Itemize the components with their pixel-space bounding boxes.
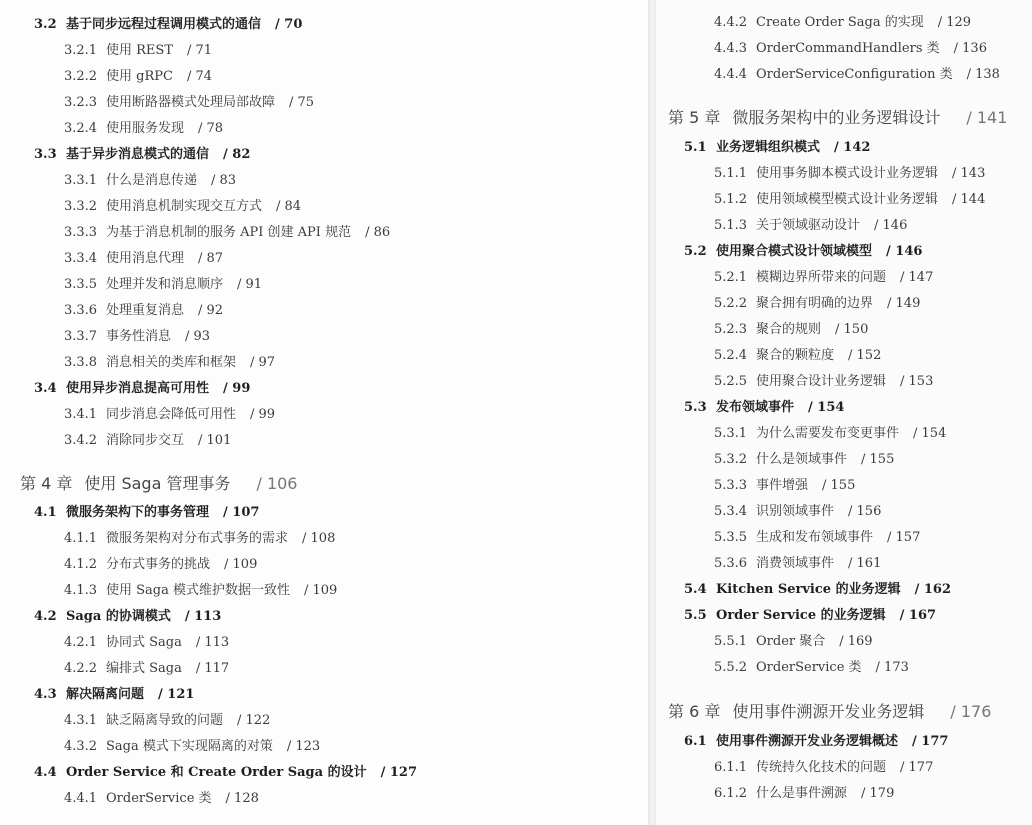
toc-title: 使用 gRPC bbox=[106, 69, 173, 84]
toc-number: 第 5 章 bbox=[668, 108, 721, 127]
toc-page-number: / 141 bbox=[966, 108, 1008, 127]
toc-page-number: / 156 bbox=[848, 504, 882, 519]
toc-page-number: / 176 bbox=[950, 702, 992, 721]
toc-subsection-entry bbox=[714, 761, 933, 774]
toc-subsection-entry bbox=[64, 434, 231, 447]
toc-page-number: / 87 bbox=[198, 251, 224, 266]
toc-number: 4.2.1 bbox=[64, 635, 98, 650]
toc-page-number: / 117 bbox=[195, 661, 230, 676]
toc-title: 使用领域模型模式设计业务逻辑 bbox=[756, 192, 939, 207]
toc-number: 5.2.4 bbox=[714, 348, 748, 363]
toc-page-number: / 173 bbox=[875, 660, 909, 675]
toc-page-number: / 99 bbox=[223, 381, 251, 396]
toc-subsection-entry bbox=[64, 584, 337, 597]
toc-page-number: / 129 bbox=[937, 15, 972, 30]
toc-title: 消费领域事件 bbox=[756, 556, 835, 571]
toc-subsection-entry bbox=[64, 792, 259, 805]
toc-number: 4.4.1 bbox=[64, 791, 98, 806]
toc-page-number: / 177 bbox=[912, 734, 949, 749]
toc-title: 为基于消息机制的服务 API 创建 API 规范 bbox=[106, 225, 352, 240]
toc-number: 5.3.2 bbox=[714, 452, 748, 467]
toc-title: 微服务架构中的业务逻辑设计 bbox=[732, 108, 941, 127]
toc-subsection-entry bbox=[64, 252, 223, 265]
toc-page-number: / 152 bbox=[848, 348, 882, 363]
toc-page-number: / 109 bbox=[224, 557, 258, 572]
toc-title: 使用 Saga 模式维护数据一致性 bbox=[106, 583, 290, 598]
toc-number: 3.3.5 bbox=[64, 277, 98, 292]
toc-number: 5.2.2 bbox=[714, 296, 748, 311]
toc-page-number: / 149 bbox=[887, 296, 921, 311]
toc-page-number: / 70 bbox=[275, 17, 303, 32]
toc-page-number: / 113 bbox=[195, 635, 230, 650]
toc-page-number: / 86 bbox=[365, 225, 391, 240]
toc-page-number: / 136 bbox=[953, 41, 987, 56]
toc-title: 什么是事件溯源 bbox=[756, 786, 848, 801]
toc-number: 3.3.2 bbox=[64, 199, 98, 214]
toc-number: 3.4.2 bbox=[64, 433, 98, 448]
toc-title: 为什么需要发布变更事件 bbox=[756, 426, 900, 441]
toc-title: 使用 Saga 管理事务 bbox=[84, 474, 231, 493]
toc-page-number: / 93 bbox=[185, 329, 211, 344]
toc-subsection-entry bbox=[714, 271, 933, 284]
toc-subsection-entry bbox=[714, 479, 855, 492]
toc-section-entry bbox=[34, 688, 194, 701]
toc-title: 发布领域事件 bbox=[716, 400, 795, 415]
toc-page-number: / 74 bbox=[186, 69, 212, 84]
toc-chapter-entry bbox=[668, 704, 991, 720]
toc-subsection-entry bbox=[64, 740, 320, 753]
toc-number: 3.2 bbox=[34, 17, 57, 32]
toc-section-entry bbox=[34, 382, 250, 395]
toc-subsection-entry bbox=[64, 226, 390, 239]
toc-subsection-entry bbox=[64, 304, 223, 317]
toc-title: 处理重复消息 bbox=[106, 303, 185, 318]
toc-number: 4.4.4 bbox=[714, 67, 748, 82]
toc-subsection-entry bbox=[714, 68, 1000, 81]
toc-title: 关于领域驱动设计 bbox=[756, 218, 861, 233]
toc-title: 聚合拥有明确的边界 bbox=[756, 296, 874, 311]
toc-subsection-entry bbox=[64, 330, 210, 343]
toc-section-entry bbox=[34, 506, 259, 519]
toc-subsection-entry bbox=[714, 375, 933, 388]
toc-section-entry bbox=[684, 735, 948, 748]
toc-page-number: / 146 bbox=[874, 218, 908, 233]
toc-title: 使用聚合设计业务逻辑 bbox=[756, 374, 887, 389]
toc-title: 什么是消息传递 bbox=[106, 173, 198, 188]
toc-number: 4.4.3 bbox=[714, 41, 748, 56]
toc-title: Saga 的协调模式 bbox=[66, 609, 171, 624]
toc-title: Order Service 的业务逻辑 bbox=[716, 608, 886, 623]
toc-title: 事件增强 bbox=[756, 478, 809, 493]
toc-page-number: / 121 bbox=[158, 687, 195, 702]
toc-title: Order 聚合 bbox=[756, 634, 826, 649]
toc-number: 第 4 章 bbox=[20, 474, 73, 493]
toc-number: 5.2 bbox=[684, 244, 707, 259]
book-spine bbox=[648, 0, 656, 825]
toc-number: 3.3.7 bbox=[64, 329, 98, 344]
toc-title: 生成和发布领域事件 bbox=[756, 530, 874, 545]
toc-page-number: / 127 bbox=[380, 765, 418, 780]
toc-number: 4.1.3 bbox=[64, 583, 98, 598]
toc-number: 4.3.2 bbox=[64, 739, 98, 754]
toc-subsection-entry bbox=[714, 661, 909, 674]
toc-number: 5.2.5 bbox=[714, 374, 748, 389]
toc-title: Saga 模式下实现隔离的对策 bbox=[106, 739, 273, 754]
toc-page-number: / 122 bbox=[237, 713, 271, 728]
toc-subsection-entry bbox=[714, 323, 868, 336]
toc-number: 4.2.2 bbox=[64, 661, 98, 676]
toc-page-number: / 109 bbox=[304, 583, 338, 598]
toc-number: 5.5 bbox=[684, 608, 707, 623]
toc-number: 5.2.3 bbox=[714, 322, 748, 337]
toc-title: OrderServiceConfiguration 类 bbox=[756, 67, 953, 82]
toc-subsection-entry bbox=[64, 96, 314, 109]
toc-number: 4.3 bbox=[34, 687, 57, 702]
toc-page-number: / 155 bbox=[861, 452, 895, 467]
toc-number: 4.1.1 bbox=[64, 531, 98, 546]
toc-title: 消除同步交互 bbox=[106, 433, 185, 448]
toc-number: 3.3.8 bbox=[64, 355, 98, 370]
toc-title: 基于同步远程过程调用模式的通信 bbox=[66, 17, 262, 32]
toc-page-number: / 84 bbox=[276, 199, 302, 214]
toc-number: 4.1.2 bbox=[64, 557, 98, 572]
toc-page-number: / 169 bbox=[839, 634, 873, 649]
toc-title: 微服务架构下的事务管理 bbox=[66, 505, 210, 520]
toc-number: 4.3.1 bbox=[64, 713, 98, 728]
toc-page-number: / 71 bbox=[187, 43, 213, 58]
toc-section-entry bbox=[684, 401, 844, 414]
toc-number: 3.2.4 bbox=[64, 121, 98, 136]
toc-title: 同步消息会降低可用性 bbox=[106, 407, 237, 422]
toc-page-number: / 142 bbox=[834, 140, 871, 155]
toc-title: 分布式事务的挑战 bbox=[106, 557, 211, 572]
toc-title: 事务性消息 bbox=[106, 329, 172, 344]
toc-number: 6.1 bbox=[684, 734, 707, 749]
toc-section-entry bbox=[684, 141, 870, 154]
right-page bbox=[656, 0, 1032, 825]
toc-page-number: / 161 bbox=[848, 556, 882, 571]
toc-number: 3.2.3 bbox=[64, 95, 98, 110]
toc-title: 传统持久化技术的问题 bbox=[756, 760, 887, 775]
toc-page-number: / 144 bbox=[952, 192, 986, 207]
toc-subsection-entry bbox=[714, 16, 971, 29]
toc-section-entry bbox=[684, 609, 936, 622]
toc-subsection-entry bbox=[714, 505, 881, 518]
toc-page-number: / 153 bbox=[900, 374, 934, 389]
toc-number: 4.2 bbox=[34, 609, 57, 624]
toc-page-number: / 101 bbox=[198, 433, 232, 448]
toc-title: 协同式 Saga bbox=[106, 635, 182, 650]
toc-section-entry bbox=[684, 583, 951, 596]
toc-subsection-entry bbox=[714, 193, 985, 206]
toc-subsection-entry bbox=[64, 558, 257, 571]
toc-page-number: / 138 bbox=[966, 67, 1000, 82]
toc-title: Create Order Saga 的实现 bbox=[756, 15, 924, 30]
toc-title: OrderService 类 bbox=[756, 660, 862, 675]
toc-page-number: / 97 bbox=[250, 355, 276, 370]
toc-section-entry bbox=[684, 245, 922, 258]
toc-title: 使用异步消息提高可用性 bbox=[66, 381, 210, 396]
toc-title: 基于异步消息模式的通信 bbox=[66, 147, 210, 162]
toc-page-number: / 83 bbox=[211, 173, 237, 188]
toc-page-number: / 92 bbox=[198, 303, 224, 318]
toc-section-entry bbox=[34, 610, 221, 623]
toc-title: 使用消息代理 bbox=[106, 251, 185, 266]
toc-page-number: / 162 bbox=[914, 582, 951, 597]
toc-page-number: / 143 bbox=[952, 166, 986, 181]
toc-title: 使用服务发现 bbox=[106, 121, 185, 136]
toc-number: 5.3.1 bbox=[714, 426, 748, 441]
toc-number: 5.1.1 bbox=[714, 166, 748, 181]
toc-page-number: / 107 bbox=[223, 505, 260, 520]
toc-title: 识别领域事件 bbox=[756, 504, 835, 519]
toc-subsection-entry bbox=[64, 174, 236, 187]
toc-title: OrderCommandHandlers 类 bbox=[756, 41, 940, 56]
toc-subsection-entry bbox=[714, 453, 894, 466]
toc-section-entry bbox=[34, 148, 250, 161]
toc-page-number: / 154 bbox=[808, 400, 845, 415]
toc-title: 处理并发和消息顺序 bbox=[106, 277, 224, 292]
toc-number: 5.1 bbox=[684, 140, 707, 155]
toc-title: 使用事件溯源开发业务逻辑概述 bbox=[716, 734, 899, 749]
toc-number: 5.3.4 bbox=[714, 504, 748, 519]
toc-subsection-entry bbox=[714, 349, 881, 362]
toc-title: 使用 REST bbox=[106, 43, 173, 58]
toc-title: 聚合的规则 bbox=[756, 322, 822, 337]
toc-number: 3.3.4 bbox=[64, 251, 98, 266]
toc-section-entry bbox=[34, 766, 417, 779]
toc-number: 3.2.1 bbox=[64, 43, 98, 58]
toc-number: 5.4 bbox=[684, 582, 707, 597]
toc-page-number: / 123 bbox=[286, 739, 321, 754]
toc-subsection-entry bbox=[714, 42, 987, 55]
toc-subsection-entry bbox=[714, 219, 907, 232]
toc-page-number: / 179 bbox=[861, 786, 895, 801]
toc-subsection-entry bbox=[714, 557, 881, 570]
toc-page-number: / 91 bbox=[237, 277, 263, 292]
toc-number: 5.5.2 bbox=[714, 660, 748, 675]
toc-page-number: / 177 bbox=[900, 760, 934, 775]
toc-number: 3.3.3 bbox=[64, 225, 98, 240]
toc-number: 5.1.2 bbox=[714, 192, 748, 207]
toc-subsection-entry bbox=[64, 200, 301, 213]
toc-number: 4.1 bbox=[34, 505, 57, 520]
toc-number: 第 6 章 bbox=[668, 702, 721, 721]
toc-number: 5.2.1 bbox=[714, 270, 748, 285]
toc-title: 编排式 Saga bbox=[106, 661, 182, 676]
toc-subsection-entry bbox=[64, 408, 275, 421]
toc-number: 5.3.6 bbox=[714, 556, 748, 571]
toc-subsection-entry bbox=[714, 427, 946, 440]
toc-subsection-entry bbox=[64, 662, 229, 675]
toc-page-number: / 75 bbox=[289, 95, 315, 110]
toc-subsection-entry bbox=[714, 787, 894, 800]
toc-subsection-entry bbox=[714, 531, 920, 544]
toc-page-number: / 150 bbox=[835, 322, 869, 337]
toc-title: 微服务架构对分布式事务的需求 bbox=[106, 531, 289, 546]
toc-page-number: / 154 bbox=[913, 426, 947, 441]
toc-number: 5.3.3 bbox=[714, 478, 748, 493]
toc-page-number: / 128 bbox=[225, 791, 259, 806]
toc-title: 使用事务脚本模式设计业务逻辑 bbox=[756, 166, 939, 181]
toc-title: 解决隔离问题 bbox=[66, 687, 145, 702]
toc-number: 3.3.6 bbox=[64, 303, 98, 318]
toc-title: 使用事件溯源开发业务逻辑 bbox=[732, 702, 925, 721]
toc-title: OrderService 类 bbox=[106, 791, 212, 806]
toc-title: Kitchen Service 的业务逻辑 bbox=[716, 582, 901, 597]
toc-subsection-entry bbox=[64, 532, 335, 545]
toc-page-number: / 106 bbox=[256, 474, 298, 493]
toc-subsection-entry bbox=[714, 167, 985, 180]
toc-page-number: / 78 bbox=[198, 121, 224, 136]
toc-number: 3.4 bbox=[34, 381, 57, 396]
toc-number: 6.1.2 bbox=[714, 786, 748, 801]
toc-page-number: / 157 bbox=[887, 530, 921, 545]
toc-number: 5.3.5 bbox=[714, 530, 748, 545]
toc-subsection-entry bbox=[64, 122, 223, 135]
toc-page-number: / 146 bbox=[886, 244, 923, 259]
toc-chapter-entry bbox=[20, 476, 297, 492]
toc-chapter-entry bbox=[668, 110, 1007, 126]
toc-title: 使用消息机制实现交互方式 bbox=[106, 199, 263, 214]
toc-title: Order Service 和 Create Order Saga 的设计 bbox=[66, 765, 367, 780]
toc-subsection-entry bbox=[64, 70, 212, 83]
toc-title: 模糊边界所带来的问题 bbox=[756, 270, 887, 285]
toc-number: 4.4 bbox=[34, 765, 57, 780]
toc-title: 使用聚合模式设计领域模型 bbox=[716, 244, 873, 259]
toc-page-number: / 155 bbox=[822, 478, 856, 493]
toc-title: 缺乏隔离导致的问题 bbox=[106, 713, 224, 728]
toc-subsection-entry bbox=[714, 297, 920, 310]
toc-page-number: / 82 bbox=[223, 147, 251, 162]
toc-page-number: / 147 bbox=[900, 270, 934, 285]
toc-page-number: / 99 bbox=[250, 407, 276, 422]
toc-page-number: / 108 bbox=[302, 531, 336, 546]
toc-title: 业务逻辑组织模式 bbox=[716, 140, 821, 155]
toc-subsection-entry bbox=[64, 356, 275, 369]
toc-number: 5.1.3 bbox=[714, 218, 748, 233]
toc-number: 3.4.1 bbox=[64, 407, 98, 422]
toc-page-number: / 113 bbox=[184, 609, 222, 624]
toc-number: 5.3 bbox=[684, 400, 707, 415]
toc-number: 6.1.1 bbox=[714, 760, 748, 775]
toc-title: 聚合的颗粒度 bbox=[756, 348, 835, 363]
toc-title: 消息相关的类库和框架 bbox=[106, 355, 237, 370]
toc-number: 3.3 bbox=[34, 147, 57, 162]
toc-title: 使用断路器模式处理局部故障 bbox=[106, 95, 276, 110]
toc-number: 4.4.2 bbox=[714, 15, 748, 30]
toc-subsection-entry bbox=[714, 635, 873, 648]
toc-number: 5.5.1 bbox=[714, 634, 748, 649]
toc-number: 3.2.2 bbox=[64, 69, 98, 84]
toc-section-entry bbox=[34, 18, 302, 31]
toc-title: 什么是领域事件 bbox=[756, 452, 848, 467]
toc-subsection-entry bbox=[64, 278, 262, 291]
toc-number: 3.3.1 bbox=[64, 173, 98, 188]
toc-subsection-entry bbox=[64, 636, 229, 649]
toc-subsection-entry bbox=[64, 714, 270, 727]
toc-subsection-entry bbox=[64, 44, 212, 57]
toc-page-number: / 167 bbox=[899, 608, 937, 623]
